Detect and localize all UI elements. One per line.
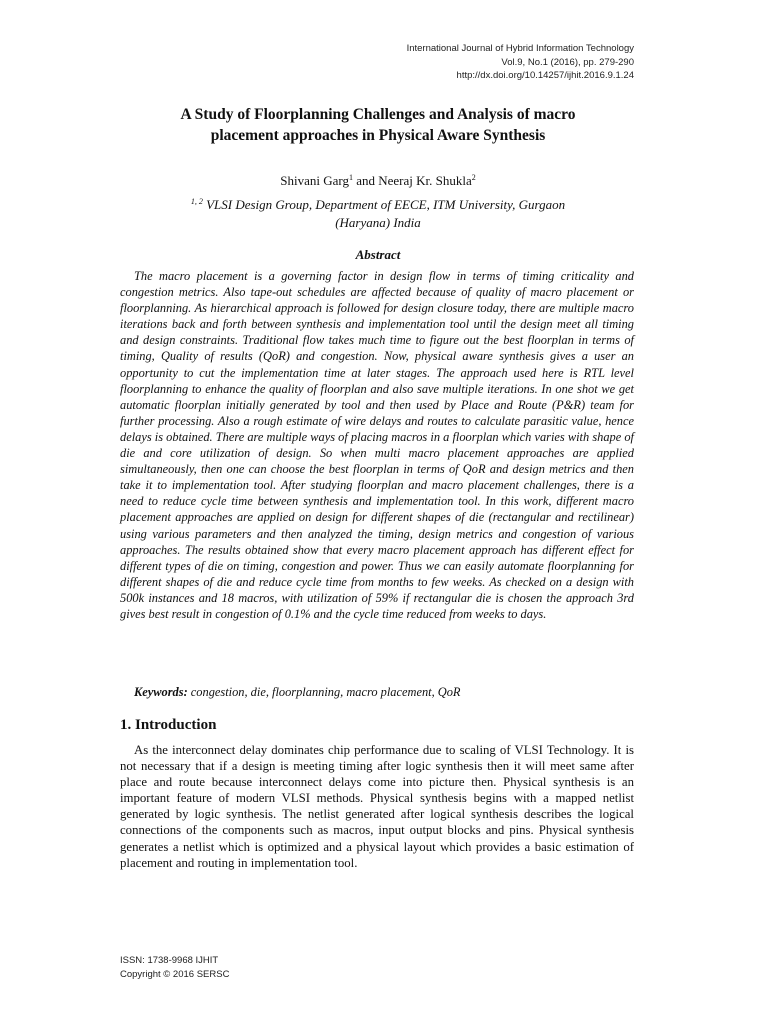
footer-copyright: Copyright © 2016 SERSC (120, 969, 230, 980)
affiliation (120, 196, 636, 232)
affiliation-text: VLSI Design Group, Department of EECE, ITM University, Gurgaon (202, 197, 566, 212)
paper-title-line-2: placement approaches in Physical Aware Synthesis (210, 127, 546, 144)
journal-doi: http://dx.doi.org/10.14257/ijhit.2016.9.1.24 (456, 70, 634, 81)
introduction-heading: 1. Introduction (120, 717, 217, 733)
journal-name: International Journal of Hybrid Information Technology (406, 43, 634, 54)
journal-volume: Vol.9, No.1 (2016), pp. 279-290 (501, 56, 634, 68)
introduction-body: As the interconnect delay dominates chip performance due to scaling of VLSI Technology. It is not necessary that if a design is meeting timing after logic synthesis then it will meet same after place and route because interconnect delays come into picture then. Physical synthesis is an important feature of modern VLSI methods. Physical synthesis begins with a mapped netlist generated by logic synthesis. The netlist generated after logical synthesis describes the logical connections of the components such as macros, input output blocks and pins. Physical synthesis generates a netlist which is optimized and a physical layout which provides a basic estimation of placement and routing in implementation tool. (120, 743, 634, 870)
keywords (134, 684, 634, 700)
affiliation-line-1 (120, 196, 636, 214)
journal-header (407, 42, 634, 83)
affiliation-line-2: (Haryana) India (335, 215, 421, 230)
paper-title-line-1: A Study of Floorplanning Challenges and Analysis of macro (180, 106, 576, 123)
affiliation-marks: 1, 2 (190, 197, 203, 206)
page-footer (120, 954, 229, 982)
paper-title (120, 104, 636, 146)
author-2-affil-mark: 2 (471, 173, 476, 182)
keywords-label: Keywords: (134, 685, 188, 699)
abstract-body: The macro placement is a governing factor in design flow in terms of timing criticality and congestion metrics. Also tape-out schedules are affected because of quality of macro placement or floorplanning. As hierarchical approach is followed for design closure today, there are multiple macro iterations back and forth between synthesis and implementation tool until the design meet all timing and design constraints. Traditional flow takes much time to figure out the best floorplan in terms of timing, Quality of results (QoR) and congestion. Now, physical aware synthesis gives a user an opportunity to cut the implementation time at later stages. The approach used here is RTL level floorplanning to enhance the quality of floorplan and also save multiple iterations. In one shot we get automatic floorplan initially generated by tool and then used by Place and Route (P&R) team for further processing. Also a rough estimate of wire delays and routes to calculate parasitic value, hence delays is obtained. There are multiple ways of placing macros in a floorplan which varies with shape of die and core utilization of design. So when multi macro placement approaches are applied simultaneously, then one can choose the best floorplan in terms of QoR and design metrics and then take it to implementation tool. After studying floorplan and macro placement challenges, there is a need to reduce cycle time between synthesis and implementation tool. In this work, different macro placement approaches are applied on design for different shapes of die (rectangular and rectilinear) using various parameters and then analyzed the timing, design metrics and congestion of various approaches. The results obtained show that every macro placement approach has different effect for different types of die on timing, congestion and power. Thus we can easily automate floorplanning for different shapes of die and reduce cycle time from months to few weeks. As checked on a design with 500k instances and 18 macros, with utilization of 59% if rectangular die is chosen the approach 3rd gives best result in congestion of 0.1% and the cycle time reduced from weeks to days. (120, 269, 634, 621)
author-separator: and (352, 173, 379, 188)
author-1: Shivani Garg (280, 173, 349, 188)
author-line (120, 172, 636, 190)
author-1-affil-mark: 1 (348, 173, 353, 182)
footer-issn: ISSN: 1738-9968 IJHIT (120, 955, 219, 966)
abstract-heading: Abstract (355, 247, 401, 262)
author-2: Neeraj Kr. Shukla (378, 173, 472, 188)
keywords-text: congestion, die, floorplanning, macro placement, QoR (187, 685, 461, 699)
